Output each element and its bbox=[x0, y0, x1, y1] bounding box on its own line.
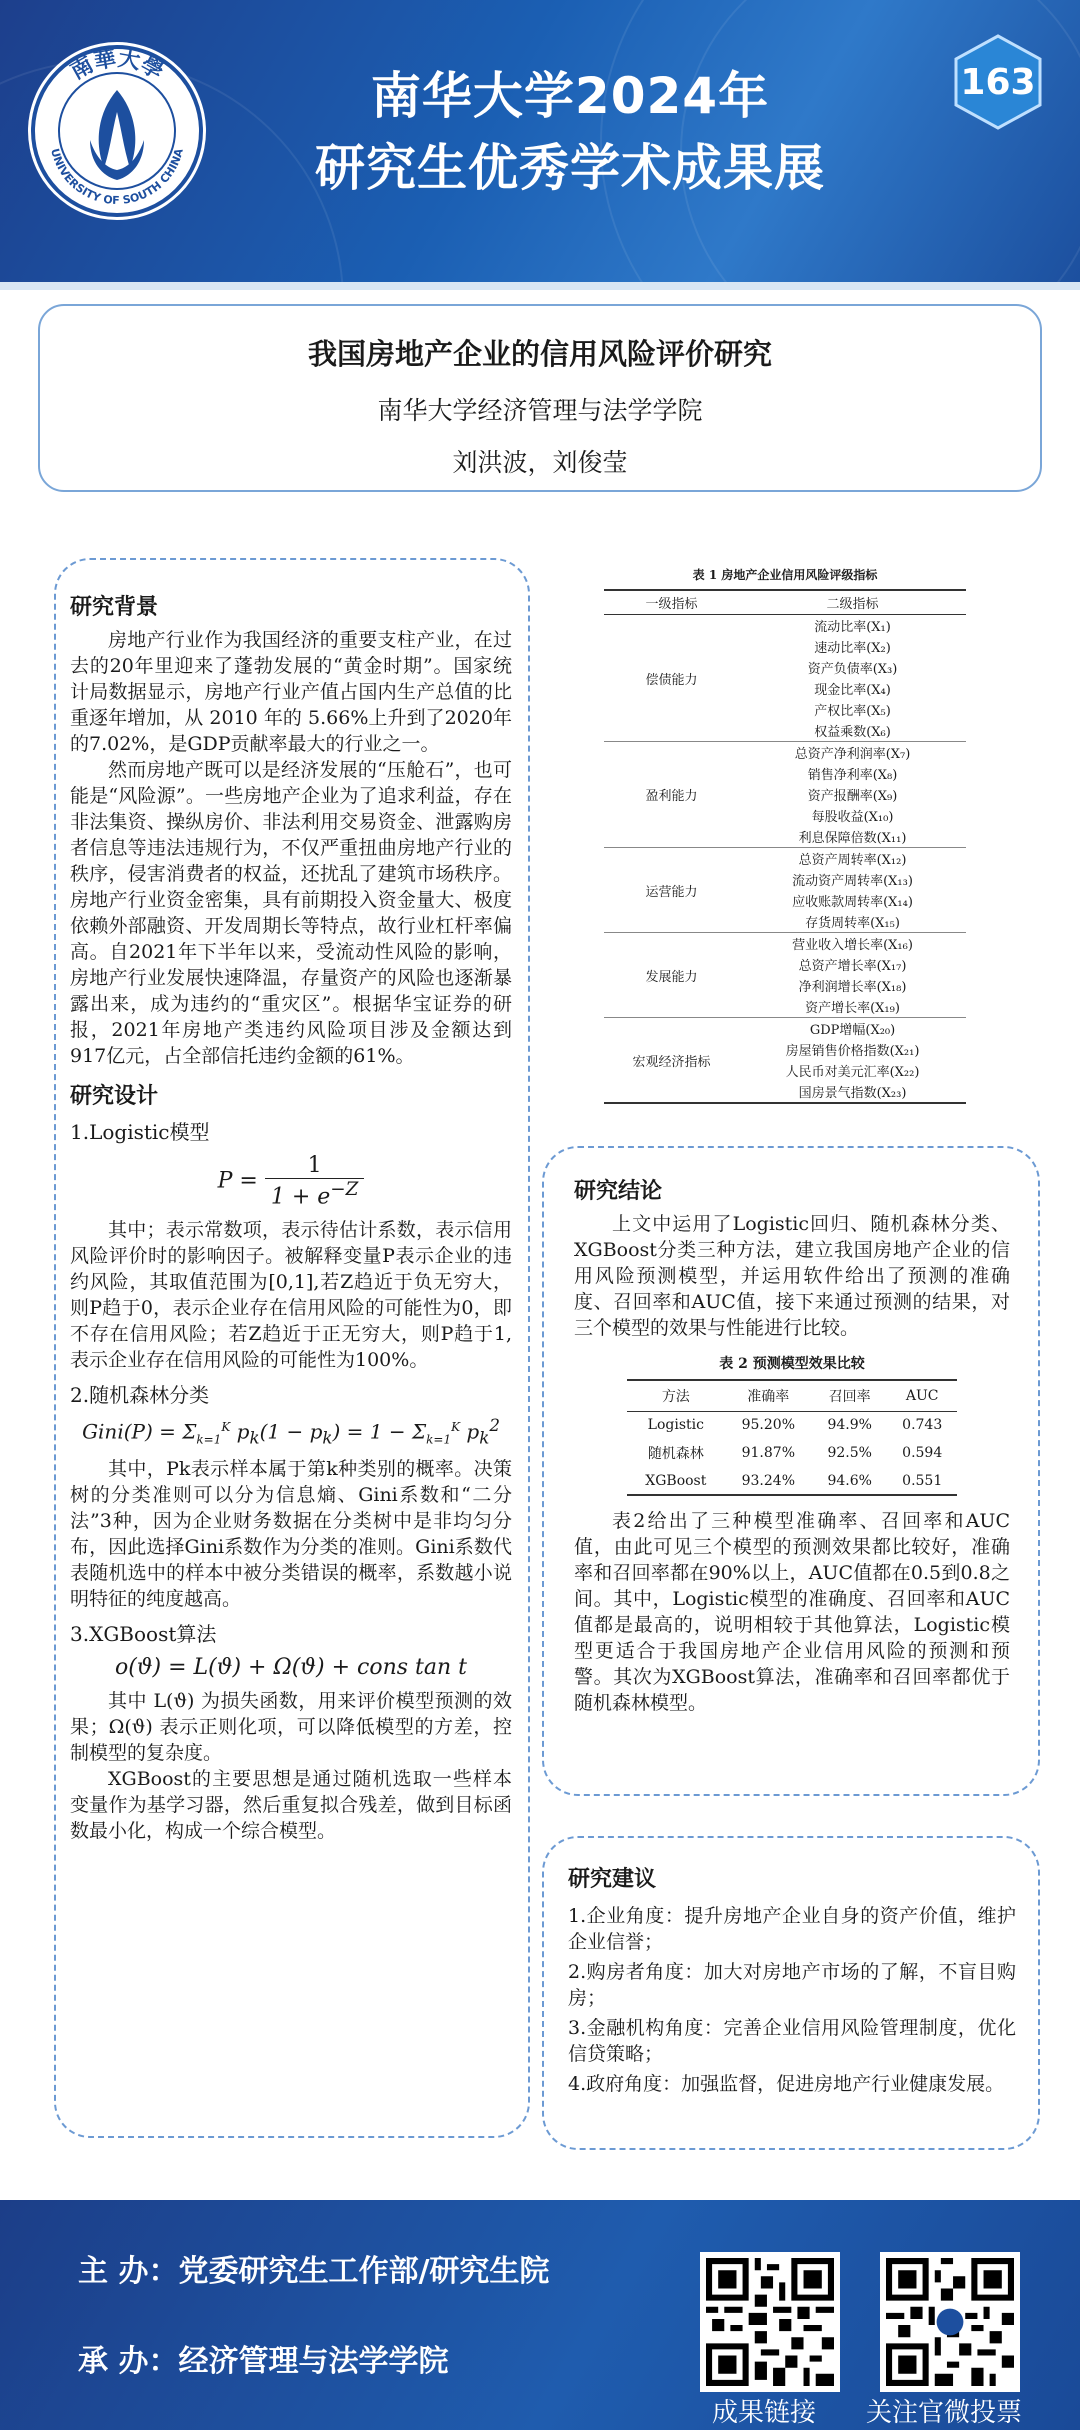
qr-code-icon bbox=[886, 2258, 1014, 2386]
table-cell: 94.6% bbox=[812, 1468, 887, 1495]
indicator-item: GDP增幅(X₂₀) bbox=[809, 1023, 896, 1038]
qr-link-label: 成果链接 bbox=[711, 2398, 816, 2428]
model-2-text: 其中，Pk表示样本属于第k种类别的概率。决策树的分类准则可以分为信息熵、Gini系数和“二分法”3种，因为企业财务数据在分类树中是非均匀分布，因此选择Gini系数作为分类的准则。Gini系数代表随机选中的样本中被分类错误的概率，系数越小说明特征的纯度越高。 bbox=[70, 1457, 512, 1610]
paper-info-box bbox=[38, 304, 1042, 492]
table-cell: 93.24% bbox=[725, 1468, 812, 1495]
indicator-item: 产权比率(X₅) bbox=[814, 704, 891, 719]
conclusion-column bbox=[542, 1146, 1040, 1796]
table-cell: 0.551 bbox=[887, 1468, 957, 1495]
table-row bbox=[604, 1018, 966, 1040]
poster-title bbox=[250, 60, 890, 204]
indicator-item: 流动比率(X₁) bbox=[814, 620, 891, 635]
title-line-1: 南华大学2024年 bbox=[370, 67, 770, 125]
svg-text:南華大學 bbox=[66, 45, 168, 84]
poster-footer bbox=[0, 2200, 1080, 2430]
host-text: 主 办：党委研究生工作部/研究生院 bbox=[78, 2254, 550, 2289]
indicator-group-name: 发展能力 bbox=[604, 933, 739, 1018]
qr-code-wechat[interactable] bbox=[880, 2252, 1020, 2392]
table-2-header: 方法 bbox=[627, 1380, 725, 1412]
paper-institute: 南华大学经济管理与法学学院 bbox=[377, 396, 703, 425]
indicator-item: 国房景气指数(X₂₃) bbox=[739, 1081, 966, 1103]
indicator-item: 人民币对美元汇率(X₂₂) bbox=[785, 1065, 920, 1080]
table-2-caption: 表 2 预测模型效果比较 bbox=[719, 1356, 865, 1372]
table-row bbox=[627, 1438, 957, 1468]
indicator-item: 销售净利率(X₈) bbox=[807, 768, 898, 783]
suggestion-item: 1.企业角度：提升房地产企业自身的资产价值，维护企业信誉； bbox=[568, 1905, 1016, 1953]
indicator-item: 流动资产周转率(X₁₃) bbox=[792, 874, 913, 889]
indicator-item: 总资产增长率(X₁₇) bbox=[798, 959, 907, 974]
table-2-header: AUC bbox=[887, 1380, 957, 1412]
table-row bbox=[604, 615, 966, 637]
model-2-title: 2.随机森林分类 bbox=[70, 1383, 210, 1408]
suggestion-item: 3.金融机构角度：完善企业信用风险管理制度，优化信贷策略； bbox=[568, 2017, 1016, 2065]
table-cell: 随机森林 bbox=[647, 1446, 704, 1462]
table-cell: XGBoost bbox=[627, 1468, 725, 1495]
indicator-item: 速动比率(X₂) bbox=[814, 641, 891, 656]
model-3-text-2: XGBoost的主要思想是通过随机选取一些样本变量作为基学习器，然后重复拟合残差，做到目标函数最小化，构成一个综合模型。 bbox=[70, 1767, 512, 1842]
conclusion-para-1: 上文中运用了Logistic回归、随机森林分类、XGBoost分类三种方法，建立我国房地产企业的信用风险预测模型，并运用软件给出了预测的准确度、召回率和AUC值，接下来通过预测的结果，对三个模型的效果与性能进行比较。 bbox=[574, 1213, 1010, 1339]
indicator-item: 总资产净利润率(X₇) bbox=[794, 747, 911, 762]
table-1-header-level2: 二级指标 bbox=[739, 590, 966, 615]
indicator-table bbox=[604, 589, 966, 1104]
table-1-caption: 表 1 房地产企业信用风险评级指标 bbox=[692, 568, 878, 582]
indicator-group-name: 宏观经济指标 bbox=[604, 1018, 739, 1104]
indicator-group-name: 运营能力 bbox=[604, 848, 739, 933]
title-line-2: 研究生优秀学术成果展 bbox=[315, 139, 825, 197]
indicator-item: 存货周转率(X₁₅) bbox=[739, 911, 966, 933]
table-row bbox=[604, 742, 966, 764]
indicator-item: 应收账款周转率(X₁₄) bbox=[792, 895, 913, 910]
model-3-title: 3.XGBoost算法 bbox=[70, 1621, 217, 1646]
model-1-title: 1.Logistic模型 bbox=[70, 1120, 210, 1144]
model-3-text-1: 其中 L(ϑ) 为损失函数，用来评价模型预测的效果；Ω(ϑ) 表示正则化项，可以降低模型的方差，控制模型的复杂度。 bbox=[70, 1689, 512, 1764]
table-row bbox=[627, 1468, 957, 1495]
background-heading: 研究背景 bbox=[70, 595, 159, 620]
background-para-2: 然而房地产既可以是经济发展的“压舱石”，也可能是“风险源”。一些房地产企业为了追求利益，存在非法集资、操纵房价、非法利用交易资金、泄露购房者信息等违法违规行为，不仅严重扭曲房地产行业的秩序，侵害消费者的权益，还扰乱了建筑市场秩序。房地产行业资金密集，具有前期投入资金量大、极度依赖外部融资、开发周期长等特点，故行业杠杆率偏高。自2021年下半年以来，受流动性风险的影响，房地产行业发展快速降温，存量资产的风险也逐渐暴露出来，成为违约的“重灾区”。根据华宝证券的研报，2021年房地产类违约风险项目涉及金额达到917亿元，占全部信托违约金额的61%。 bbox=[70, 759, 512, 1067]
qr-code-link[interactable] bbox=[700, 2252, 840, 2392]
table-2-header: 召回率 bbox=[812, 1380, 887, 1412]
poster-header bbox=[0, 0, 1080, 290]
badge-number: 163 bbox=[960, 62, 1036, 103]
conclusion-heading: 研究结论 bbox=[574, 1179, 663, 1204]
university-logo bbox=[28, 42, 206, 220]
table-row bbox=[604, 848, 966, 870]
qr-wechat-label: 关注官微投票 bbox=[865, 2398, 1022, 2428]
gini-formula: Gini(P) = $\Sigma_{k=1}^K$ $p_k(1 - p_k) = 1 - \Sigma_{k=1}^K$ $p_k^2$ bbox=[82, 1416, 500, 1448]
indicator-item: 利息保障倍数(X₁₁) bbox=[739, 826, 966, 848]
table-row bbox=[604, 933, 966, 955]
background-para-1: 房地产行业作为我国经济的重要支柱产业，在过去的20年里迎来了蓬勃发展的“黄金时期”。国家统计局数据显示，房地产行业产值占国内生产总值的比重逐年增加，从 2010 年的 5.66%上升到了2020年的7.02%，是GDP贡献率最大的行业之一。 bbox=[70, 629, 512, 755]
table-cell: Logistic bbox=[647, 1417, 704, 1433]
table-cell: 94.9% bbox=[827, 1417, 872, 1433]
suggestion-item: 4.政府角度：加强监督，促进房地产行业健康发展。 bbox=[568, 2073, 1005, 2095]
model-1-text: 其中；表示常数项，表示待估计系数，表示信用风险评价时的影响因子。被解释变量P表示企业的违约风险，其取值范围为[0,1],若Z趋近于负无穷大，则P趋于0，表示企业存在信用风险的可能性为0，即不存在信用风险；若Z趋近于正无穷大，则P趋于1,表示企业存在信用风险的可能性为100%。 bbox=[70, 1219, 512, 1372]
indicator-item: 权益乘数(X₆) bbox=[739, 720, 966, 742]
left-column bbox=[54, 558, 530, 2138]
indicator-item: 资产负债率(X₃) bbox=[807, 662, 898, 677]
indicator-item: 营业收入增长率(X₁₆) bbox=[792, 938, 913, 953]
indicator-item: 净利润增长率(X₁₈) bbox=[798, 980, 907, 995]
indicator-item: 资产增长率(X₁₉) bbox=[739, 996, 966, 1018]
indicator-item: 总资产周转率(X₁₂) bbox=[798, 853, 907, 868]
logo-chinese-text: 南華大學 bbox=[66, 45, 168, 85]
table-cell: 91.87% bbox=[741, 1445, 795, 1461]
table-row bbox=[627, 1412, 957, 1439]
xgboost-formula: o(ϑ) = L(ϑ) + Ω(ϑ) + cons tan t bbox=[114, 1654, 467, 1680]
table-1-header-level1: 一级指标 bbox=[604, 590, 739, 615]
qr-code-icon bbox=[706, 2258, 834, 2386]
suggestions-column bbox=[542, 1836, 1040, 2150]
suggestions-heading: 研究建议 bbox=[568, 1867, 657, 1892]
number-badge bbox=[948, 32, 1048, 132]
table-cell: 92.5% bbox=[827, 1445, 872, 1461]
table-2-header: 准确率 bbox=[725, 1380, 812, 1412]
table-cell: 0.743 bbox=[902, 1417, 943, 1433]
organizer-text: 承 办：经济管理与法学学院 bbox=[78, 2344, 449, 2379]
paper-authors: 刘洪波，刘俊莹 bbox=[452, 448, 628, 477]
indicator-group-name: 盈利能力 bbox=[604, 742, 739, 848]
indicator-item: 现金比率(X₄) bbox=[814, 683, 891, 698]
indicator-item: 房屋销售价格指数(X₂₁) bbox=[785, 1044, 920, 1059]
suggestion-item: 2.购房者角度：加大对房地产市场的了解，不盲目购房； bbox=[568, 1961, 1016, 2009]
indicator-table-block bbox=[604, 566, 966, 1104]
indicator-item: 资产报酬率(X₉) bbox=[807, 789, 898, 804]
header-stripe bbox=[0, 282, 1080, 290]
paper-title: 我国房地产企业的信用风险评价研究 bbox=[307, 337, 772, 371]
model-comparison-table bbox=[627, 1379, 957, 1496]
table-cell: 0.594 bbox=[902, 1445, 943, 1461]
conclusion-para-2: 表2给出了三种模型准确率、召回率和AUC值，由此可见三个模型的预测效果都比较好，准确率和召回率都在90%以上，AUC值都在0.5到0.8之间。其中，Logistic模型的准确度、召回率和AUC值都是最高的，说明相较于其他算法，Logistic模型更适合于我国房地产企业信用风险的预测和预警。其次为XGBoost算法，准确率和召回率都优于随机森林模型。 bbox=[574, 1510, 1010, 1714]
indicator-group-name: 偿债能力 bbox=[604, 615, 739, 742]
indicator-item: 每股收益(X₁₀) bbox=[811, 810, 894, 825]
logo-english-text: UNIVERSITY OF SOUTH CHINA bbox=[48, 147, 186, 208]
design-heading: 研究设计 bbox=[70, 1084, 159, 1109]
logistic-formula: P = $\frac{1}{1 + e^{-Z}}$ bbox=[70, 1153, 512, 1209]
table-cell: 95.20% bbox=[741, 1417, 795, 1433]
